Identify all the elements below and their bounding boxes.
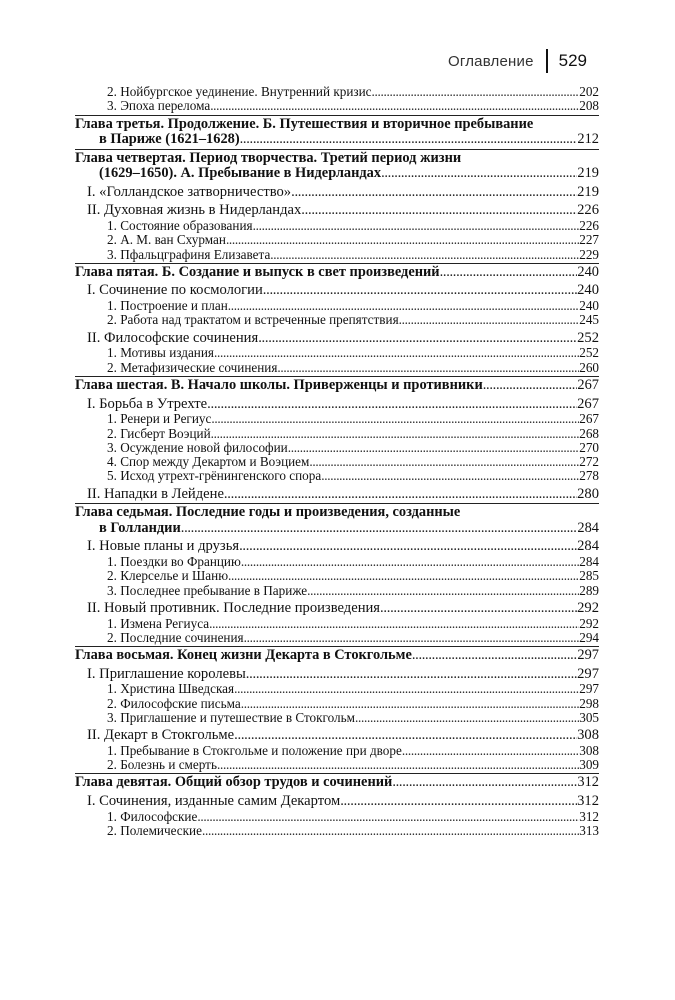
toc-entry-page: 308 bbox=[577, 727, 599, 744]
toc-entry bbox=[75, 584, 599, 598]
toc-entry bbox=[75, 299, 599, 313]
toc-entry bbox=[75, 412, 599, 426]
toc-entry-title: 1. Пребывание в Стокгольме и положение при дворе bbox=[107, 742, 402, 758]
toc-entry-page: 240 bbox=[577, 282, 599, 299]
toc-entry bbox=[75, 711, 599, 725]
toc-entry-title: 2. Нойбургское уединение. Внутренний кризис bbox=[107, 84, 372, 99]
dot-leader bbox=[288, 441, 580, 455]
toc-entry bbox=[75, 555, 599, 569]
toc-entry-page: 284 bbox=[577, 519, 599, 536]
dot-leader bbox=[241, 697, 580, 711]
toc-entry-page: 212 bbox=[577, 131, 599, 148]
toc-entry-title: II. Нападки в Лейдене bbox=[87, 485, 224, 502]
toc-entry-page: 267 bbox=[579, 411, 599, 427]
toc-entry-title: II. Духовная жизнь в Нидерландах bbox=[87, 202, 302, 219]
toc-entry-page: 229 bbox=[579, 246, 599, 262]
section-title: Оглавление bbox=[447, 52, 534, 70]
dot-leader bbox=[392, 775, 577, 791]
toc-entry-title: Глава третья. Продолжение. Б. Путешествия и вторичное пребывание bbox=[75, 115, 534, 132]
dot-leader bbox=[270, 248, 579, 262]
toc-entry-page: 312 bbox=[577, 792, 599, 809]
toc-entry-page: 268 bbox=[579, 425, 599, 441]
dot-leader bbox=[202, 824, 579, 838]
toc-entry-page: 267 bbox=[577, 376, 599, 393]
toc-entry-title: 3. Эпоха перелома bbox=[107, 98, 211, 114]
toc-entry-title: I. Борьба в Утрехте bbox=[87, 395, 208, 412]
toc-entry bbox=[75, 617, 599, 631]
dot-leader bbox=[214, 346, 579, 360]
dot-leader bbox=[399, 313, 580, 327]
toc-entry bbox=[75, 99, 599, 113]
toc-entry-title: 2. Философские письма bbox=[107, 695, 241, 711]
dot-leader bbox=[291, 185, 577, 201]
dot-leader bbox=[440, 265, 578, 281]
toc-entry-page: 285 bbox=[579, 568, 599, 584]
toc-entry bbox=[75, 376, 599, 394]
table-of-contents bbox=[75, 85, 599, 838]
toc-entry-page: 313 bbox=[579, 822, 599, 838]
toc-entry-title: 5. Исход утрехт-грёнингенского спора bbox=[107, 468, 322, 484]
toc-entry-page: 226 bbox=[577, 202, 599, 219]
dot-leader bbox=[277, 361, 579, 375]
toc-entry-page: 252 bbox=[577, 329, 599, 346]
toc-entry-title: 2. Гисберт Воэций bbox=[107, 425, 211, 441]
toc-entry-page: 308 bbox=[579, 742, 599, 758]
toc-entry bbox=[75, 539, 599, 555]
toc-entry bbox=[75, 185, 599, 201]
dot-leader bbox=[234, 682, 579, 696]
dot-leader bbox=[263, 283, 577, 299]
toc-entry-title: в Голландии bbox=[99, 519, 181, 536]
toc-entry-title: 1. Измена Региуса bbox=[107, 615, 210, 631]
toc-entry-title: 1. Христина Шведская bbox=[107, 681, 235, 697]
toc-entry bbox=[75, 85, 599, 99]
dot-leader bbox=[228, 569, 579, 583]
toc-entry bbox=[75, 728, 599, 744]
dot-leader bbox=[381, 166, 577, 182]
dot-leader bbox=[244, 631, 580, 645]
toc-entry bbox=[75, 646, 599, 664]
toc-entry bbox=[75, 248, 599, 262]
toc-entry-page: 272 bbox=[579, 454, 599, 470]
toc-entry-title: I. Сочинение по космологии bbox=[87, 282, 263, 299]
dot-leader bbox=[246, 667, 577, 683]
toc-entry-page: 312 bbox=[579, 808, 599, 824]
toc-entry bbox=[75, 149, 599, 167]
toc-entry bbox=[75, 361, 599, 375]
toc-entry-title: в Париже (1621–1628) bbox=[99, 131, 240, 148]
toc-entry bbox=[75, 441, 599, 455]
toc-entry bbox=[75, 115, 599, 133]
dot-leader bbox=[217, 758, 579, 772]
toc-entry-page: 267 bbox=[577, 395, 599, 412]
dot-leader bbox=[234, 728, 577, 744]
toc-entry-page: 309 bbox=[579, 757, 599, 773]
toc-entry-title: Глава шестая. В. Начало школы. Приверженцы и противники bbox=[75, 376, 483, 393]
toc-entry-title: 1. Мотивы издания bbox=[107, 345, 214, 361]
toc-entry bbox=[75, 313, 599, 327]
toc-entry-page: 294 bbox=[579, 629, 599, 645]
toc-entry bbox=[75, 758, 599, 772]
toc-entry bbox=[75, 569, 599, 583]
toc-entry-title: 2. Болезнь и смерть bbox=[107, 757, 217, 773]
dot-leader bbox=[239, 539, 577, 555]
toc-entry-title: II. Новый противник. Последние произведения bbox=[87, 599, 381, 616]
toc-entry bbox=[75, 503, 599, 521]
toc-entry bbox=[75, 346, 599, 360]
toc-entry-title: 3. Пфальцграфиня Елизавета bbox=[107, 246, 271, 262]
toc-entry bbox=[75, 631, 599, 645]
toc-entry bbox=[75, 487, 599, 503]
dot-leader bbox=[301, 203, 577, 219]
toc-entry-title: 3. Осуждение новой философии bbox=[107, 439, 288, 455]
toc-entry-page: 280 bbox=[577, 485, 599, 502]
toc-entry-page: 219 bbox=[577, 165, 599, 182]
toc-entry bbox=[75, 132, 599, 148]
dot-leader bbox=[241, 555, 579, 569]
toc-entry-page: 297 bbox=[577, 665, 599, 682]
toc-entry-title: I. Новые планы и друзья bbox=[87, 538, 240, 555]
toc-entry-title: 1. Построение и план bbox=[107, 298, 228, 314]
toc-entry-title: Глава четвертая. Период творчества. Третий период жизни bbox=[75, 149, 462, 166]
toc-entry-page: 292 bbox=[577, 599, 599, 616]
toc-entry-page: 297 bbox=[577, 647, 599, 664]
toc-entry-page: 284 bbox=[577, 538, 599, 555]
toc-entry-title: 2. Клерселье и Шаню bbox=[107, 568, 229, 584]
dot-leader bbox=[197, 810, 579, 824]
toc-entry-title: 2. Работа над трактатом и встреченные препятствия bbox=[107, 312, 399, 328]
dot-leader bbox=[321, 469, 579, 483]
toc-entry-page: 245 bbox=[579, 312, 599, 328]
toc-entry-page: 208 bbox=[579, 98, 599, 114]
toc-entry-page: 298 bbox=[579, 695, 599, 711]
header-divider bbox=[546, 49, 548, 73]
dot-leader bbox=[211, 427, 580, 441]
dot-leader bbox=[380, 601, 577, 617]
dot-leader bbox=[340, 794, 577, 810]
toc-entry-title: 1. Состояние образования bbox=[107, 218, 253, 234]
toc-entry bbox=[75, 744, 599, 758]
toc-entry-title: (1629–1650). А. Пребывание в Нидерландах bbox=[99, 165, 382, 182]
toc-entry-title: 1. Поездки во Францию bbox=[107, 554, 241, 570]
dot-leader bbox=[402, 744, 579, 758]
dot-leader bbox=[258, 331, 577, 347]
toc-entry-title: Глава седьмая. Последние годы и произведения, созданные bbox=[75, 504, 461, 521]
dot-leader bbox=[228, 299, 579, 313]
toc-entry-title: Глава восьмая. Конец жизни Декарта в Стокгольме bbox=[75, 647, 412, 664]
toc-entry bbox=[75, 682, 599, 696]
dot-leader bbox=[211, 412, 579, 426]
toc-entry bbox=[75, 166, 599, 182]
toc-entry-page: 278 bbox=[579, 468, 599, 484]
toc-entry-page: 289 bbox=[579, 582, 599, 598]
running-header bbox=[448, 46, 587, 76]
dot-leader bbox=[253, 219, 580, 233]
toc-entry bbox=[75, 667, 599, 683]
toc-entry bbox=[75, 331, 599, 347]
toc-entry-title: Глава девятая. Общий обзор трудов и сочинений bbox=[75, 774, 393, 791]
toc-entry bbox=[75, 203, 599, 219]
toc-entry-title: I. «Голландское затворничество» bbox=[87, 183, 292, 200]
toc-entry bbox=[75, 263, 599, 281]
dot-leader bbox=[355, 711, 579, 725]
toc-entry bbox=[75, 283, 599, 299]
toc-entry bbox=[75, 455, 599, 469]
toc-entry bbox=[75, 697, 599, 711]
dot-leader bbox=[226, 233, 579, 247]
toc-entry-title: 2. Метафизические сочинения bbox=[107, 359, 278, 375]
toc-entry bbox=[75, 219, 599, 233]
toc-entry-title: 1. Философские bbox=[107, 808, 198, 824]
toc-entry bbox=[75, 601, 599, 617]
dot-leader bbox=[210, 99, 579, 113]
dot-leader bbox=[224, 487, 577, 503]
toc-entry-page: 219 bbox=[577, 183, 599, 200]
dot-leader bbox=[412, 648, 578, 664]
toc-entry-page: 284 bbox=[579, 554, 599, 570]
toc-entry-title: I. Сочинения, изданные самим Декартом bbox=[87, 792, 341, 809]
toc-entry-title: II. Философские сочинения bbox=[87, 329, 259, 346]
toc-entry-page: 202 bbox=[579, 84, 599, 99]
toc-entry-title: 4. Спор между Декартом и Воэцием bbox=[107, 454, 310, 470]
toc-entry-title: 1. Ренери и Региус bbox=[107, 411, 212, 427]
toc-entry bbox=[75, 810, 599, 824]
dot-leader bbox=[240, 132, 578, 148]
toc-entry-page: 260 bbox=[579, 359, 599, 375]
dot-leader bbox=[483, 378, 578, 394]
toc-entry bbox=[75, 469, 599, 483]
toc-entry bbox=[75, 233, 599, 247]
dot-leader bbox=[309, 455, 579, 469]
dot-leader bbox=[209, 617, 579, 631]
toc-entry-title: 2. Последние сочинения bbox=[107, 629, 244, 645]
toc-entry-title: 2. А. М. ван Схурман bbox=[107, 232, 226, 248]
toc-entry-page: 240 bbox=[579, 298, 599, 314]
toc-entry-page: 252 bbox=[579, 345, 599, 361]
toc-entry-title: I. Приглашение королевы bbox=[87, 665, 246, 682]
dot-leader bbox=[207, 397, 577, 413]
toc-entry-title: Глава пятая. Б. Создание и выпуск в свет произведений bbox=[75, 263, 440, 280]
toc-entry bbox=[75, 824, 599, 838]
toc-entry-page: 226 bbox=[579, 218, 599, 234]
toc-entry bbox=[75, 397, 599, 413]
toc-entry-title: 3. Приглашение и путешествие в Стокгольм bbox=[107, 709, 355, 725]
toc-entry-title: II. Декарт в Стокгольме bbox=[87, 727, 235, 744]
toc-entry bbox=[75, 794, 599, 810]
toc-entry-page: 292 bbox=[579, 615, 599, 631]
toc-entry bbox=[75, 427, 599, 441]
toc-entry bbox=[75, 521, 599, 537]
toc-entry-page: 305 bbox=[579, 709, 599, 725]
toc-entry-page: 312 bbox=[577, 774, 599, 791]
toc-entry-title: 2. Полемические bbox=[107, 822, 202, 838]
toc-entry bbox=[75, 773, 599, 791]
toc-entry-page: 240 bbox=[577, 263, 599, 280]
page-number: 529 bbox=[558, 51, 587, 70]
dot-leader bbox=[307, 584, 579, 598]
dot-leader bbox=[181, 521, 578, 537]
dot-leader bbox=[372, 85, 580, 99]
toc-entry-page: 270 bbox=[579, 439, 599, 455]
toc-entry-page: 297 bbox=[579, 681, 599, 697]
toc-entry-page: 227 bbox=[579, 232, 599, 248]
toc-entry-title: 3. Последнее пребывание в Париже bbox=[107, 582, 308, 598]
